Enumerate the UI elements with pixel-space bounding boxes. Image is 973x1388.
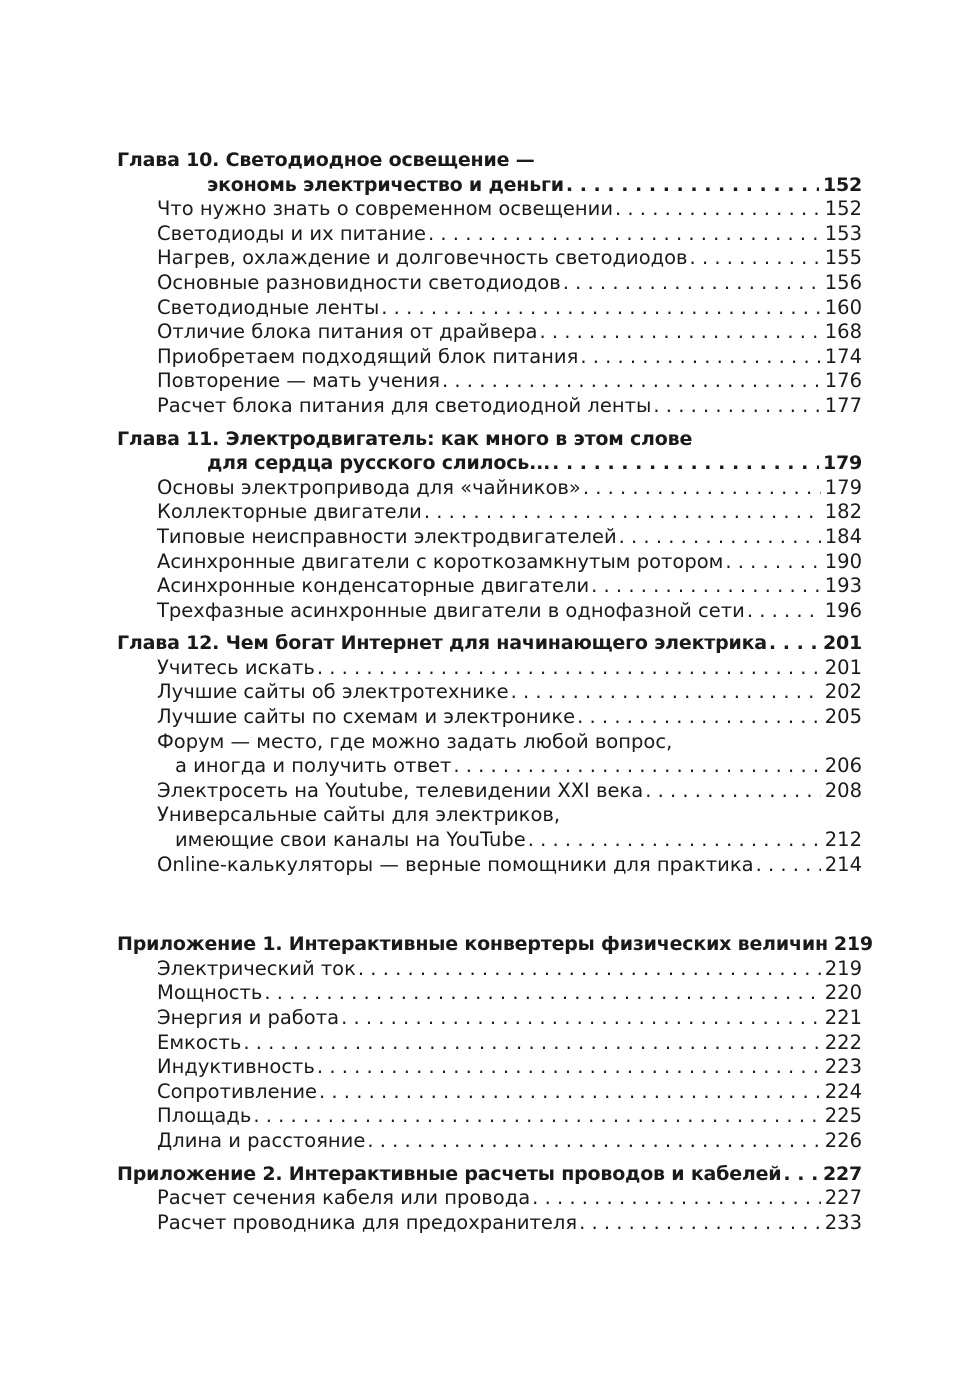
page-number: 182 [824,500,862,524]
dot-leader [317,656,821,681]
entry-title: Online-калькуляторы — верные помощники для практика [157,852,754,876]
dot-leader [653,394,820,419]
entry-title: Лучшие сайты по схемам и электронике [157,705,576,729]
toc-entry-line2[interactable] [117,828,862,853]
page-number: 206 [824,754,862,778]
toc-entry[interactable] [117,369,862,394]
toc-entry[interactable] [117,197,862,222]
page-number: 152 [824,197,862,221]
page-number: 202 [824,680,862,704]
toc-entry[interactable] [117,1080,862,1105]
toc-entry[interactable] [117,500,862,525]
toc-entry[interactable] [117,394,862,419]
toc-entry[interactable] [117,1031,862,1056]
dot-leader [615,197,821,222]
page-number: 190 [824,549,862,573]
entry-title: Длина и расстояние [157,1128,366,1152]
page-number: 205 [824,705,862,729]
entry-title: Светодиодные ленты [157,295,380,319]
page-number: 225 [824,1104,862,1128]
page-number: 155 [824,246,862,270]
dot-leader [358,957,821,982]
toc-entry[interactable] [117,599,862,624]
dot-leader [783,1162,819,1187]
page-number: 176 [824,369,862,393]
page-number: 160 [824,295,862,319]
dot-leader [341,1006,821,1031]
toc-entry[interactable] [117,574,862,599]
dot-leader [769,631,819,656]
chapter-12 [117,631,862,877]
page-number: 193 [824,574,862,598]
dot-leader [619,525,821,550]
page-number: 156 [824,270,862,294]
dot-leader [539,320,820,345]
dot-leader [453,754,820,779]
entry-title: Форум — место, где можно задать любой вопрос, [157,729,673,753]
toc-entry[interactable] [117,981,862,1006]
page-number: 201 [822,632,862,655]
page-number: 222 [824,1030,862,1054]
page-number: 221 [824,1006,862,1029]
entry-title: Лучшие сайты об электротехнике [157,680,509,704]
dot-leader [253,1104,820,1129]
toc-entry[interactable] [117,779,862,804]
appendix-heading[interactable] [117,932,873,957]
dot-leader [528,828,821,853]
dot-leader [442,369,821,394]
dot-leader [317,1055,821,1080]
chapter-title-continued: для сердца русского слилось... [207,452,551,475]
toc-entry[interactable] [117,222,862,247]
entry-title: Мощность [157,981,263,1005]
toc-entry[interactable] [117,680,862,705]
entry-title: Основы электропривода для «чайников» [157,475,581,499]
entry-title: Расчет проводника для предохранителя [157,1210,578,1234]
toc-entry[interactable] [117,525,862,550]
entry-title: Отличие блока питания от драйвера [157,320,538,344]
page-number: 174 [824,344,862,368]
page-number: 224 [824,1079,862,1103]
toc-entry[interactable] [117,271,862,296]
chapter-title: Глава 10. Светодиодное освещение — [117,149,535,171]
entry-title-continued: а иногда и получить ответ [175,754,452,778]
entry-title: Повторение — мать учения [157,369,440,393]
chapter-title: Глава 11. Электродвигатель: как много в этом слове [117,427,693,450]
dot-leader [747,599,821,624]
entry-title: Энергия и работа [157,1006,340,1029]
appendix-1 [117,932,873,1153]
toc-entry[interactable] [117,1055,862,1080]
entry-title: Сопротивление [157,1079,318,1103]
chapter-heading-line2[interactable] [117,451,862,476]
page-number: 219 [824,956,862,980]
entry-title: Асинхронные двигатели с короткозамкнутым ротором [157,549,724,573]
dot-leader [583,476,821,501]
entry-title: Коллекторные двигатели [157,500,422,524]
page-number: 226 [824,1128,862,1152]
entry-title: Расчет сечения кабеля или провода [157,1186,531,1210]
toc-entry[interactable] [117,1104,862,1129]
chapter-11 [117,427,862,624]
toc-entry[interactable] [117,957,862,982]
entry-title: Типовые неисправности электродвигателей [157,524,617,548]
toc-entry[interactable] [117,320,862,345]
toc-entry-line1[interactable] [117,730,862,755]
page-number: 212 [824,828,862,852]
entry-title: Светодиоды и их питание [157,221,426,245]
dot-leader [243,1031,820,1056]
toc-entry[interactable] [117,656,862,681]
page-number: 179 [824,475,862,499]
dot-leader [381,296,820,321]
page-number: 208 [824,778,862,802]
appendix-heading[interactable] [117,1162,862,1187]
appendix-title: Приложение 1. Интерактивные конвертеры физических величин [117,933,828,956]
dot-leader [566,173,819,198]
dot-leader [577,705,821,730]
toc-entry[interactable] [117,1006,862,1031]
dot-leader [725,550,820,575]
entry-title-continued: имеющие свои каналы на YouTube [175,828,526,852]
dot-leader [591,574,821,599]
entry-title: Основные разновидности светодиодов [157,270,561,294]
toc-entry[interactable] [117,853,862,878]
toc-entry[interactable] [117,476,862,501]
toc-entry-line2[interactable] [117,754,862,779]
page-number: 153 [824,221,862,245]
dot-leader [580,345,820,370]
toc-entry[interactable] [117,1129,862,1154]
page-number: 219 [833,933,873,956]
dot-leader [563,271,821,296]
chapter-heading[interactable] [117,631,862,656]
page-number: 227 [822,1162,862,1185]
toc-entry[interactable] [117,705,862,730]
toc-entry[interactable] [117,1211,862,1236]
page-number: 227 [824,1186,862,1210]
dot-leader [367,1129,820,1154]
page-number: 168 [824,320,862,344]
chapter-10 [117,148,862,419]
entry-title: Трехфазные асинхронные двигатели в однофазной сети [157,598,745,622]
page-number: 196 [824,598,862,622]
page-number: 233 [824,1210,862,1234]
entry-title: Асинхронные конденсаторные двигатели [157,574,590,598]
entry-title: Индуктивность [157,1055,315,1079]
appendix-2 [117,1162,862,1236]
page-number: 152 [822,173,862,196]
dot-leader [532,1186,821,1211]
chapter-heading-line2[interactable] [117,173,862,198]
dot-leader [264,981,820,1006]
toc-entry[interactable] [117,1186,862,1211]
page-number: 201 [824,655,862,679]
entry-title: Емкость [157,1030,242,1054]
page-number: 220 [824,981,862,1005]
toc-entry[interactable] [117,345,862,370]
page-number: 214 [824,852,862,876]
dot-leader [690,246,821,271]
toc-entry[interactable] [117,550,862,575]
chapter-heading-line1[interactable] [117,427,862,452]
page-number: 177 [824,393,862,417]
entry-title: Нагрев, охлаждение и долговечность светодиодов [157,246,688,270]
toc-entry[interactable] [117,246,862,271]
entry-title: Что нужно знать о современном освещении [157,197,614,221]
dot-leader [319,1080,821,1105]
table-of-contents [117,148,873,1243]
entry-title: Электросеть на Youtube, телевидении XXI века [157,778,644,802]
dot-leader [428,222,821,247]
dot-leader [579,1211,821,1236]
dot-leader [511,680,821,705]
chapter-title: Глава 12. Чем богат Интернет для начинающего электрика [117,632,767,655]
entry-title: Расчет блока питания для светодиодной ленты [157,393,652,417]
entry-title: Универсальные сайты для электриков, [157,803,561,827]
dot-leader [424,500,821,525]
dot-leader [552,451,819,476]
chapter-heading-line1[interactable] [117,148,862,173]
appendix-title: Приложение 2. Интерактивные расчеты проводов и кабелей [117,1162,782,1185]
entry-title: Электрический ток [157,956,356,980]
chapter-title-continued: экономь электричество и деньги [207,173,564,196]
toc-entry-line1[interactable] [117,803,862,828]
dot-leader [756,853,821,878]
page-number: 179 [822,452,862,475]
entry-title: Площадь [157,1104,252,1128]
page-number: 184 [824,524,862,548]
entry-title: Учитесь искать [157,655,315,679]
page-number: 223 [824,1055,862,1079]
toc-entry[interactable] [117,296,862,321]
dot-leader [645,779,821,804]
entry-title: Приобретаем подходящий блок питания [157,344,579,368]
